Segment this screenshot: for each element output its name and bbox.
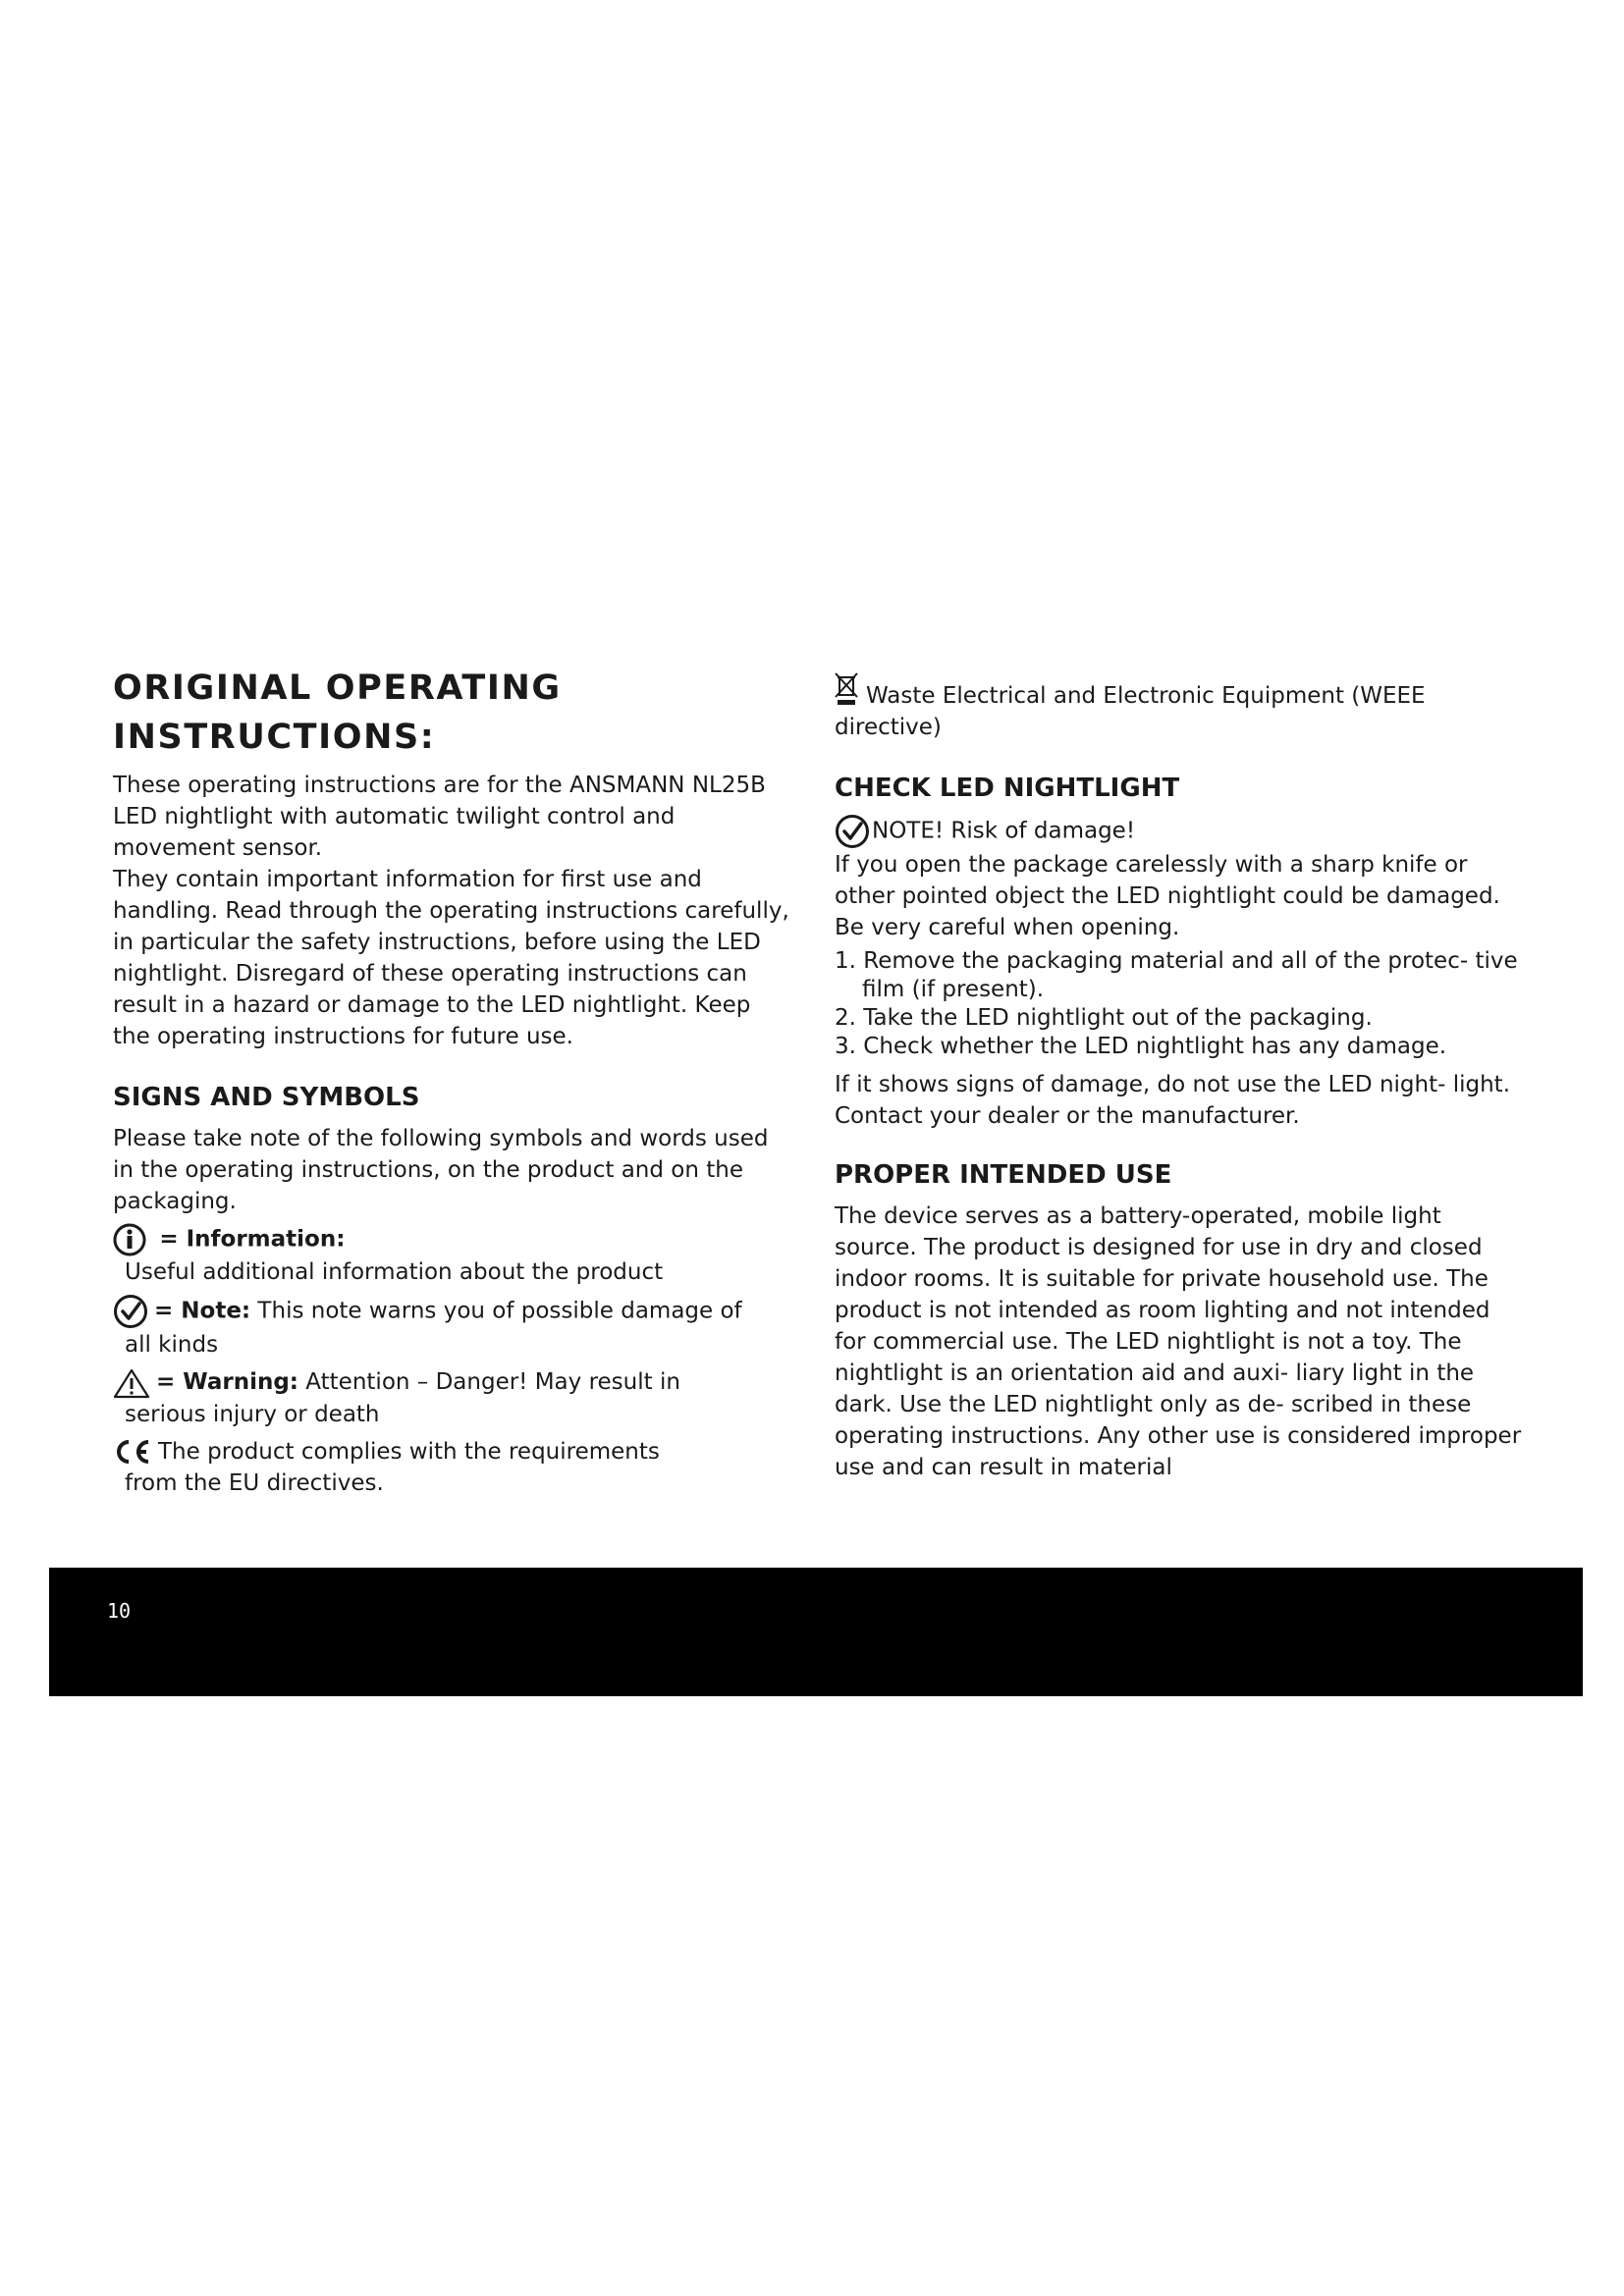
weee-text: Waste Electrical and Electronic Equipment (WEEE directive) [835, 683, 1426, 740]
check-note-text: NOTE! Risk of damage! [872, 818, 1136, 844]
check-heading: CHECK LED NIGHTLIGHT [835, 774, 1180, 803]
check-note-row [835, 814, 1522, 849]
weee-row [835, 671, 1522, 743]
symbol-ce-text: The product complies with the requirements [158, 1438, 660, 1465]
ce-mark-icon [113, 1438, 152, 1466]
symbol-note-label: = Note: [154, 1298, 251, 1324]
signs-intro: Please take note of the following symbols and words used in the operating instructions, on the product and on the packaging. [113, 1126, 769, 1214]
right-column [835, 664, 1522, 1483]
symbol-ce-row [113, 1436, 790, 1499]
note-check-icon [835, 814, 870, 849]
symbol-warning-text: Attention – Danger! May result in [298, 1369, 680, 1395]
intended-use-heading: PROPER INTENDED USE [835, 1160, 1172, 1190]
note-check-icon [113, 1294, 148, 1329]
footer-bar [49, 1568, 1583, 1696]
symbol-warning-label: = Warning: [156, 1369, 298, 1395]
symbol-note-text: This note warns you of possible damage of [250, 1298, 742, 1324]
symbol-warning-row [113, 1366, 790, 1430]
check-paragraph: If you open the package carelessly with a sharp knife or other pointed object the LED nightlight could be damaged. Be very careful when opening. [835, 852, 1500, 940]
list-item: 1. Remove the packaging material and all of the protec- tive film (if present). [835, 948, 1518, 1002]
warning-triangle-icon [113, 1367, 150, 1399]
left-column [113, 664, 790, 1499]
page-title: ORIGINAL OPERATING INSTRUCTIONS: [113, 668, 562, 757]
list-item: 2. Take the LED nightlight out of the packaging. [835, 1005, 1373, 1031]
check-steps-list [835, 947, 1522, 1061]
intro-paragraph-2: They contain important information for first use and handling. Read through the operating instructions carefully, in particular the safety instructions, before using the LED nightlight. Disregard of these operating instructions can result in a hazard or damage to the LED nightlight. Keep the operating instructions for future use. [113, 867, 789, 1049]
signs-heading: SIGNS AND SYMBOLS [113, 1083, 420, 1112]
weee-bin-icon [835, 671, 858, 707]
page-number: 10 [107, 1599, 132, 1623]
symbol-note-desc: all kinds [125, 1332, 219, 1358]
info-icon [113, 1223, 146, 1256]
symbol-info-desc: Useful additional information about the product [125, 1259, 664, 1285]
check-after-paragraph: If it shows signs of damage, do not use the LED night- light. Contact your dealer or the manufacturer. [835, 1072, 1511, 1129]
symbol-warning-desc: serious injury or death [125, 1401, 380, 1427]
symbol-note-row [113, 1294, 790, 1361]
list-item: 3. Check whether the LED nightlight has any damage. [835, 1034, 1447, 1059]
symbol-ce-desc: from the EU directives. [125, 1469, 384, 1496]
intro-paragraph-1: These operating instructions are for the ANSMANN NL25B LED nightlight with automatic twilight control and movement sensor. [113, 773, 766, 861]
symbol-info-row [113, 1223, 790, 1288]
intended-use-paragraph: The device serves as a battery-operated, mobile light source. The product is designed for use in dry and closed indoor rooms. It is suitable for private household use. The product is not intended as room lighting and not intended for commercial use. The LED nightlight is not a toy. The nightlight is an orientation aid and auxi- liary light in the dark. Use the LED nightlight only as de- scribed in these operating instructions. Any other use is considered improper use and can result in material [835, 1203, 1522, 1480]
symbol-info-label: = Information: [159, 1226, 346, 1253]
